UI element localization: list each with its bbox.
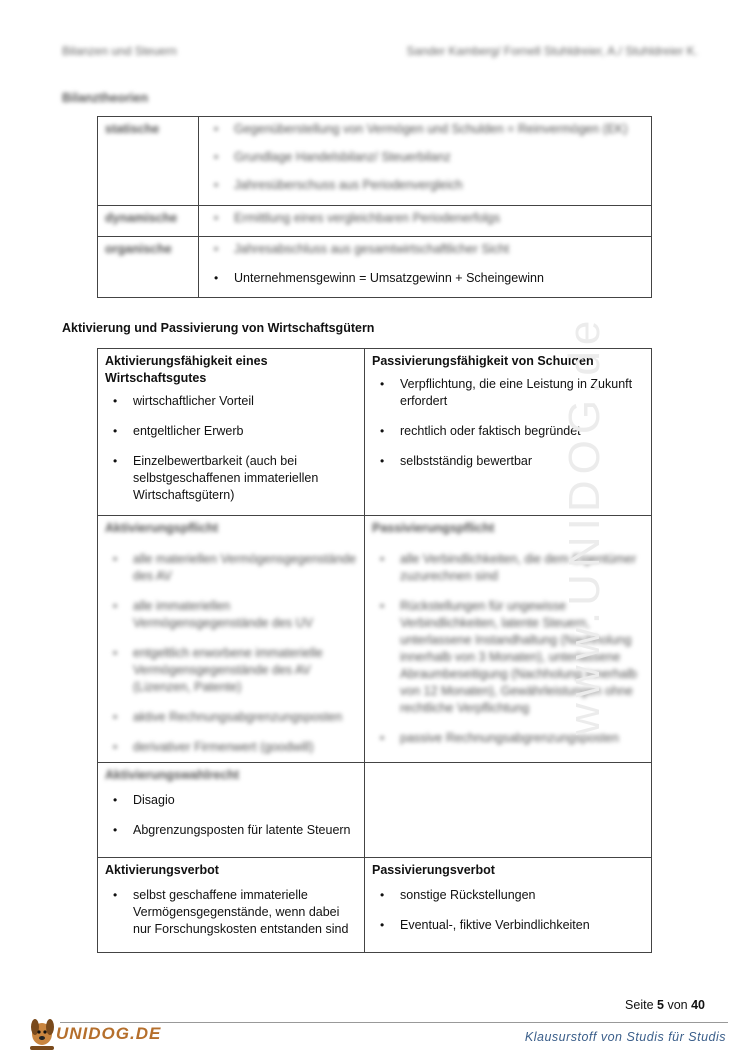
list-item: • Unternehmensgewinn = Umsatzgewinn + Scheingewinn bbox=[206, 270, 644, 287]
bullet-list bbox=[105, 792, 357, 839]
list-item: • Grundlage Handelsbilanz/ Steuerbilanz bbox=[206, 149, 644, 166]
list-item: • Disagio bbox=[105, 792, 357, 809]
bullet-list bbox=[105, 551, 357, 756]
list-item: • entgeltlich erworbene immaterielle Vermögensgegenstände des AV (Lizenzen, Patente) bbox=[105, 645, 357, 696]
list-item: • passive Rechnungsabgrenzungsposten bbox=[372, 730, 644, 747]
list-item: • alle Verbindlichkeiten, die dem Eigentümer zuzurechnen sind bbox=[372, 551, 644, 585]
list-item: • rechtlich oder faktisch begründet bbox=[372, 423, 644, 440]
cell-heading: Passivierungsfähigkeit von Schulden bbox=[372, 354, 594, 368]
list-item: • alle immateriellen Vermögensgegenstände des UV bbox=[105, 598, 357, 632]
list-item: • Ermittlung eines vergleichbaren Periodenerfolgs bbox=[206, 210, 644, 227]
cell-heading: Aktivierungsfähigkeit eines Wirtschaftsgutes bbox=[105, 354, 268, 385]
cell-heading: Passivierungsverbot bbox=[372, 863, 495, 877]
list-item: • aktive Rechnungsabgrenzungsposten bbox=[105, 709, 357, 726]
footer-tagline: Klausurstoff von Studis für Studis bbox=[524, 1030, 726, 1044]
list-item: • selbstständig bewertbar bbox=[372, 453, 644, 470]
table-row bbox=[98, 858, 652, 953]
list-item: • Jahresabschluss aus gesamtwirtschaftlicher Sicht bbox=[206, 241, 644, 258]
page-total: 40 bbox=[691, 998, 705, 1012]
header-left: Bilanzen und Steuern bbox=[62, 44, 177, 58]
list-item: • entgeltlicher Erwerb bbox=[105, 423, 357, 440]
row-label: dynamische bbox=[105, 211, 178, 225]
table-row bbox=[98, 117, 652, 206]
table-row bbox=[98, 763, 652, 858]
row-label: organische bbox=[105, 242, 172, 256]
logo-text: UNIDOG.DE bbox=[56, 1024, 162, 1043]
list-item: • Eventual-, fiktive Verbindlichkeiten bbox=[372, 917, 644, 934]
cell-heading: Aktivierungswahlrecht bbox=[105, 768, 240, 782]
section-title-aktivierung: Aktivierung und Passivierung von Wirtschaftsgütern bbox=[62, 321, 375, 335]
bullet-list bbox=[105, 393, 357, 504]
section-title-bilanztheorien: Bilanztheorien bbox=[62, 91, 149, 105]
page-prefix: Seite bbox=[625, 998, 654, 1012]
bilanztheorien-table bbox=[97, 116, 652, 298]
page-separator: von bbox=[667, 998, 688, 1012]
cell-heading: Passivierungspflicht bbox=[372, 521, 495, 535]
watermark: www.UNIDOG.de bbox=[560, 314, 609, 735]
cell-heading: Aktivierungsverbot bbox=[105, 863, 219, 877]
list-item: • Jahresüberschuss aus Periodenvergleich bbox=[206, 177, 644, 194]
bullet-list bbox=[206, 241, 644, 287]
list-item: • Einzelbewertbarkeit (auch bei selbstgeschaffenen immateriellen Wirtschaftsgütern) bbox=[105, 453, 357, 504]
list-item: • wirtschaftlicher Vorteil bbox=[105, 393, 357, 410]
table-row bbox=[98, 237, 652, 298]
table-row bbox=[98, 206, 652, 237]
list-item: • alle materiellen Vermögensgegenstände des AV bbox=[105, 551, 357, 585]
cell-heading: Aktivierungspflicht bbox=[105, 521, 219, 535]
list-item: • sonstige Rückstellungen bbox=[372, 887, 644, 904]
bullet-list bbox=[206, 121, 644, 194]
bullet-list bbox=[372, 887, 644, 934]
bullet-list bbox=[105, 887, 357, 938]
list-item: • Abgrenzungsposten für latente Steuern bbox=[105, 822, 357, 839]
list-item: • Verpflichtung, die eine Leistung in Zukunft erfordert bbox=[372, 376, 644, 410]
row-label: statische bbox=[105, 122, 160, 136]
header-right: Sander Kamberg/ Fornell Stuhldreier, A./ Stuhldreier K. bbox=[406, 44, 698, 58]
list-item: • Gegenüberstellung von Vermögen und Schulden = Reinvermögen (EK) bbox=[206, 121, 644, 138]
list-item: • Rückstellungen für ungewisse Verbindlichkeiten, latente Steuern, unterlassene Instandhaltung (Nachholung innerhalb von 3 Monaten), unterlassene Abraumbeseitigung (Nachholung innerhalb von 12 Monaten), Gewährleistungen ohne rechtliche Verpflichtung bbox=[372, 598, 644, 717]
empty-cell bbox=[365, 763, 652, 858]
page-current: 5 bbox=[657, 998, 664, 1012]
list-item: • derivativer Firmenwert (goodwill) bbox=[105, 739, 357, 756]
list-item: • selbst geschaffene immaterielle Vermögensgegenstände, wenn dabei nur Forschungskosten entstanden sind bbox=[105, 887, 357, 938]
bullet-list bbox=[206, 210, 644, 227]
page-number bbox=[625, 998, 705, 1012]
